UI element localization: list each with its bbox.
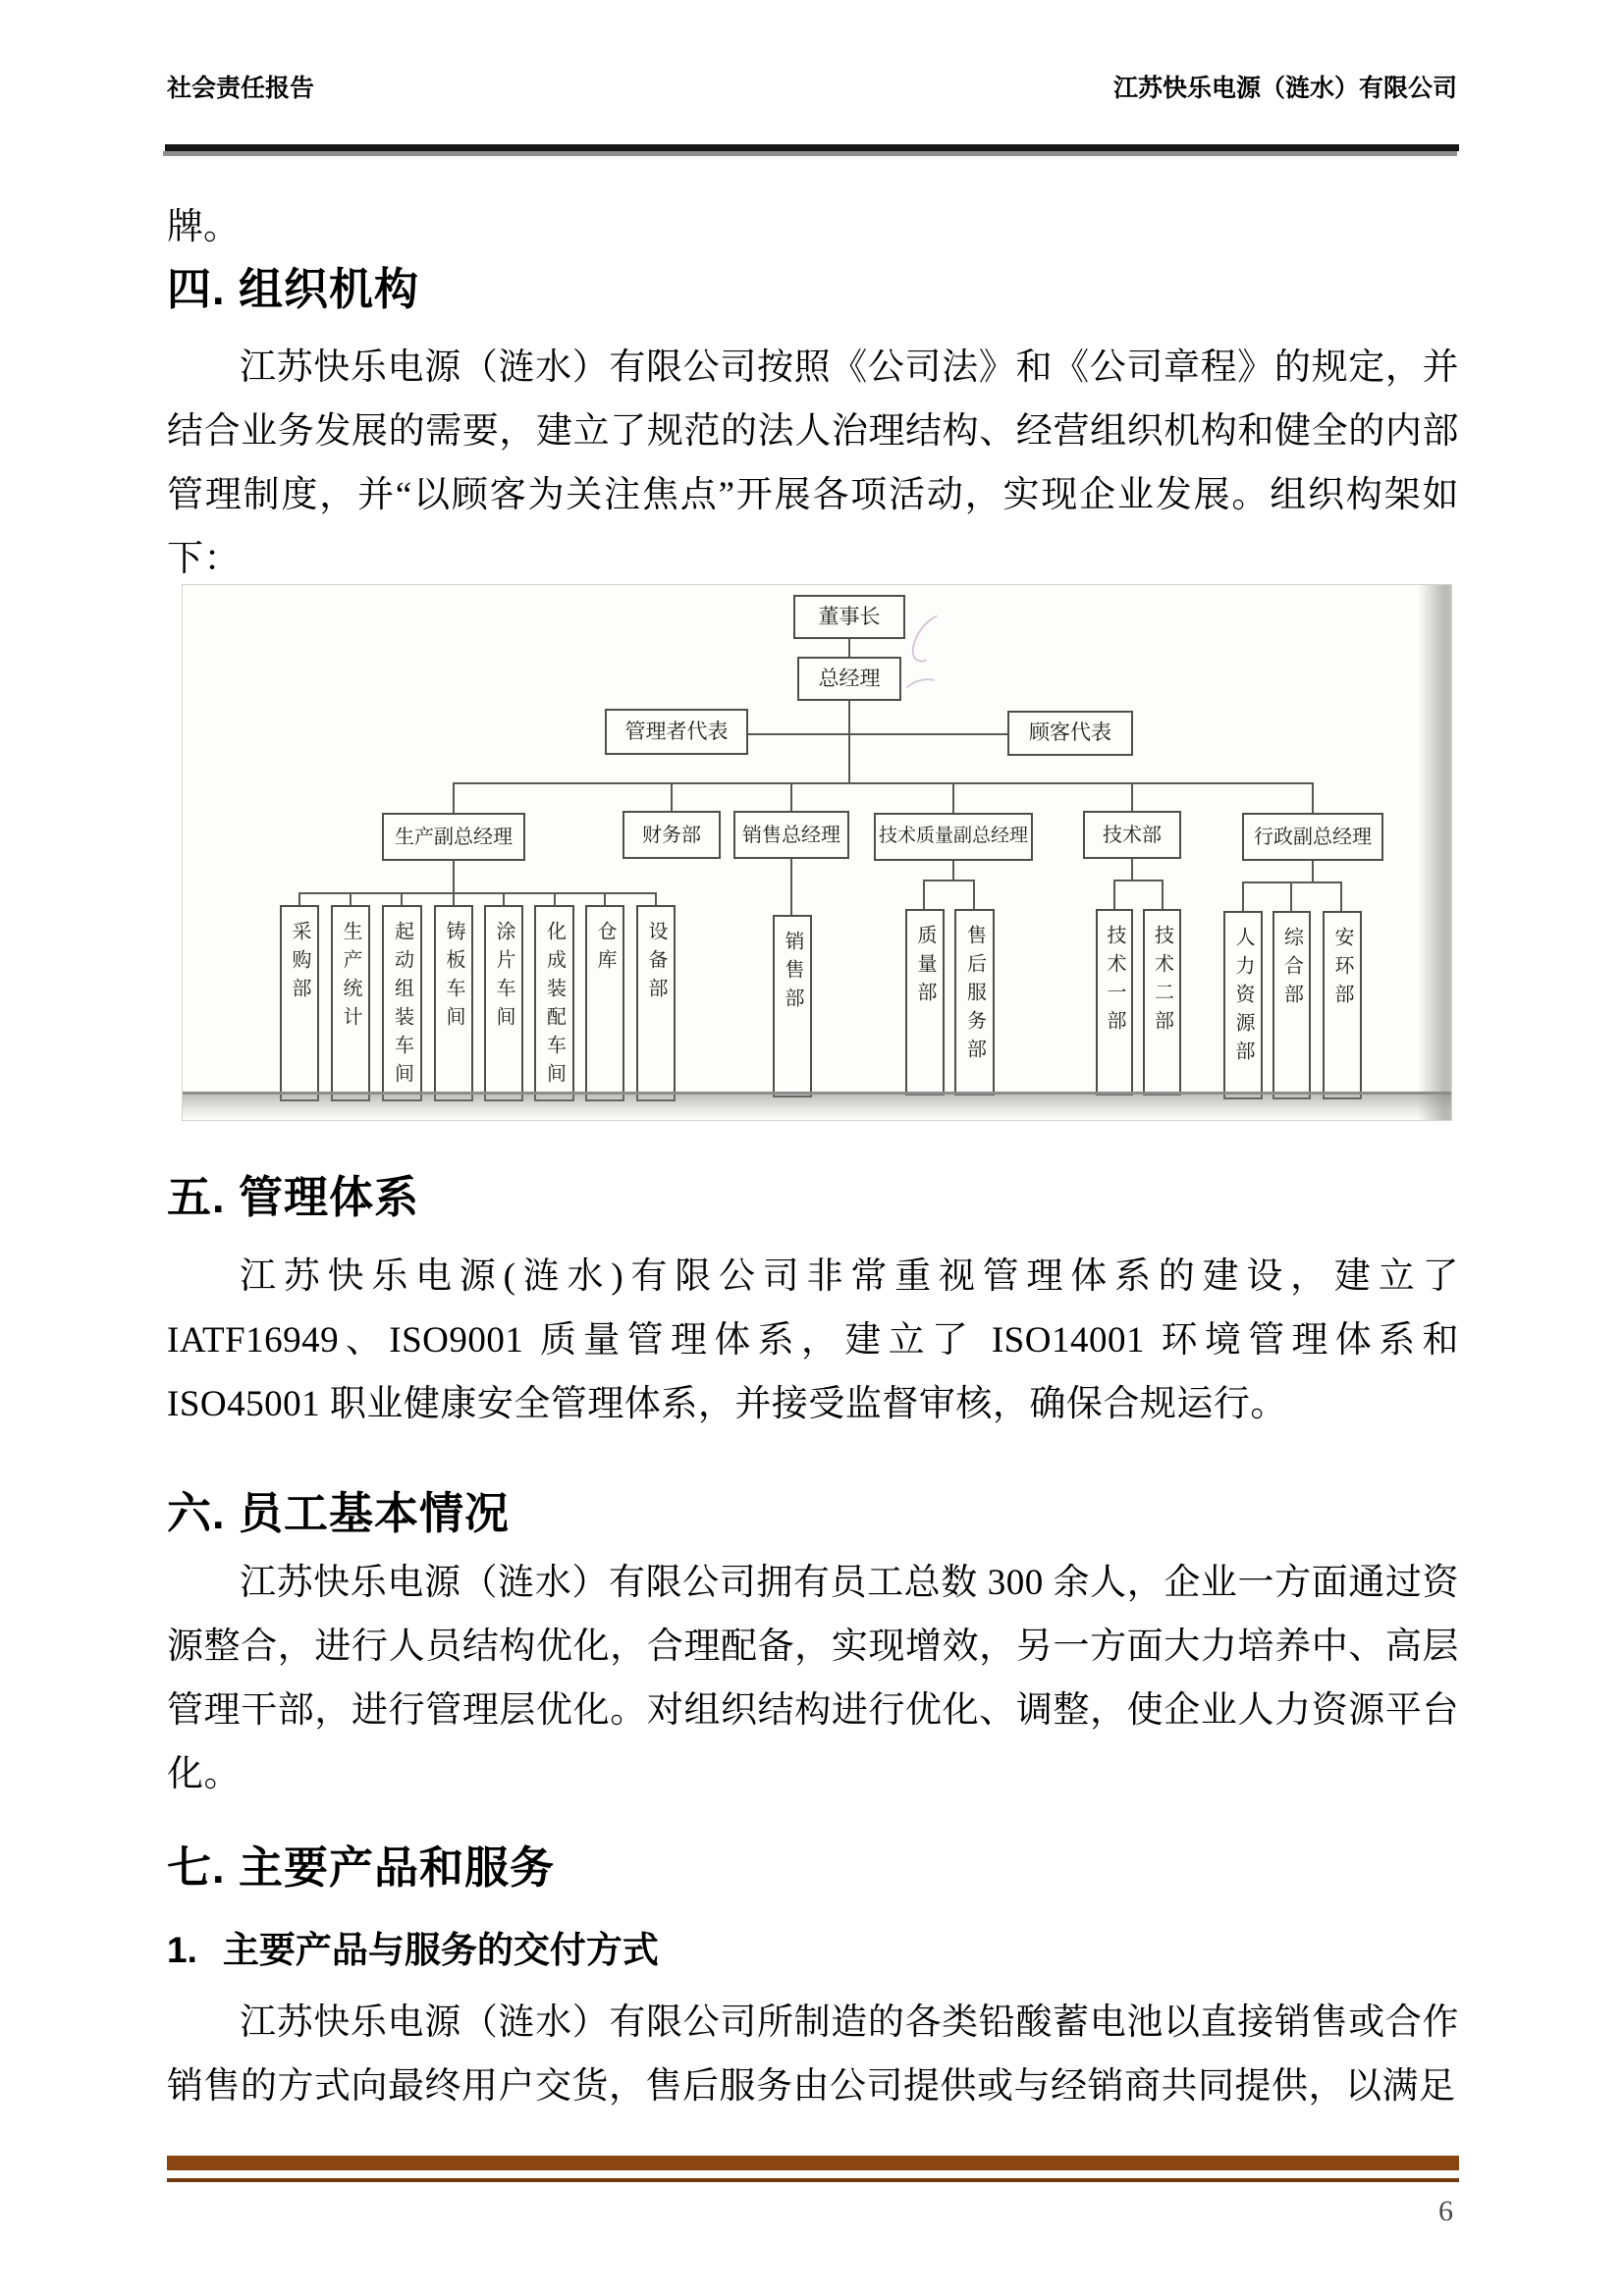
- org-node-tech-dept-1: 技术一部: [1096, 909, 1133, 1095]
- section5-title: 五. 管理体系: [167, 1172, 420, 1222]
- connector-line: [748, 733, 1007, 735]
- org-node-quality-dept: 质量部: [905, 909, 945, 1095]
- org-node-general-affairs-dept: 综合部: [1272, 911, 1311, 1099]
- org-node-hr-dept: 人力资源部: [1223, 911, 1263, 1099]
- section6-title: 六. 员工基本情况: [167, 1488, 511, 1538]
- org-node-safety-env-dept: 安环部: [1323, 911, 1362, 1099]
- section5-paragraph: 江苏快乐电源(涟水)有限公司非常重视管理体系的建设，建立了 IATF16949、ISO9001 质量管理体系，建立了 ISO14001 环境管理体系和 ISO45001 职业健康安全管理体系，并接受监督审核，确保合规运行。: [167, 1256, 1459, 1424]
- leading-text: 牌。: [167, 207, 240, 247]
- connector-line: [923, 881, 925, 909]
- connector-line: [1242, 883, 1244, 911]
- org-node-formation-assembly-workshop: 化成装配车间: [534, 905, 574, 1101]
- org-node-admin-vp: 行政副总经理: [1242, 813, 1383, 861]
- section4-paragraph: 江苏快乐电源（涟水）有限公司按照《公司法》和《公司章程》的规定，并结合业务发展的需要，建立了规范的法人治理结构、经营组织机构和健全的内部管理制度，并“以顾客为关注焦点”开展各项活动，实现企业发展。组织构架如下：: [167, 347, 1459, 579]
- footer-rule-thick: [167, 2156, 1459, 2170]
- org-node-plate-casting-workshop: 铸板车间: [434, 905, 473, 1101]
- connector-line: [1242, 881, 1342, 883]
- connector-line: [1131, 784, 1133, 811]
- org-node-finance-dept: 财务部: [623, 811, 721, 859]
- header-right-title: 江苏快乐电源（涟水）有限公司: [1112, 75, 1457, 102]
- connector-line: [973, 881, 975, 909]
- connector-line: [554, 894, 556, 905]
- org-node-purchasing-dept: 采购部: [280, 905, 319, 1101]
- org-node-tech-quality-vp: 技术质量副总经理: [874, 813, 1033, 861]
- connector-line: [503, 894, 505, 905]
- connector-line: [298, 894, 300, 905]
- connector-line: [453, 861, 455, 893]
- connector-line: [453, 894, 455, 905]
- page-number: 6: [1438, 2195, 1453, 2227]
- org-node-customer-rep: 顾客代表: [1007, 711, 1133, 756]
- scan-artifact: [901, 674, 943, 703]
- connector-line: [401, 894, 403, 905]
- section4-title: 四. 组织机构: [167, 264, 420, 314]
- connector-line: [790, 784, 792, 811]
- org-node-chairman: 董事长: [793, 595, 905, 639]
- org-node-tech-dept-2: 技术二部: [1143, 909, 1181, 1095]
- org-node-warehouse: 仓库: [585, 905, 624, 1101]
- connector-line: [350, 894, 352, 905]
- org-node-after-sales-dept: 售后服务部: [954, 909, 995, 1095]
- connector-line: [655, 894, 657, 905]
- subheading-number: 1.: [167, 1930, 197, 1970]
- org-node-pasting-workshop: 涂片车间: [484, 905, 523, 1101]
- org-node-general-manager: 总经理: [797, 657, 901, 701]
- org-node-starter-assembly-workshop: 起动组装车间: [382, 905, 422, 1101]
- org-node-production-vp: 生产副总经理: [382, 813, 525, 861]
- connector-line: [1113, 881, 1115, 909]
- org-node-sales-dept: 销售部: [773, 915, 812, 1097]
- header-rule-shadow: [163, 151, 1457, 156]
- section6-paragraph: 江苏快乐电源（涟水）有限公司拥有员工总数 300 余人，企业一方面通过资源整合，进行人员结构优化，合理配备，实现增效，另一方面大力培养中、高层管理干部，进行管理层优化。对组织结构进行优化、调整，使企业人力资源平台化。: [167, 1563, 1459, 1794]
- org-node-management-rep: 管理者代表: [605, 709, 748, 755]
- org-node-production-stats: 生产统计: [331, 905, 370, 1101]
- connector-line: [790, 859, 792, 915]
- connector-line: [671, 784, 673, 811]
- connector-line: [848, 639, 850, 657]
- connector-line: [952, 784, 954, 813]
- connector-line: [952, 861, 954, 881]
- scan-artifact: [904, 607, 960, 668]
- org-chart-figure: [182, 584, 1452, 1121]
- org-node-equipment-dept: 设备部: [636, 905, 676, 1101]
- connector-line: [1113, 880, 1164, 881]
- connector-line: [1340, 883, 1342, 911]
- connector-line: [1312, 861, 1314, 882]
- org-node-sales-gm: 销售总经理: [733, 811, 849, 859]
- section7-paragraph: 江苏快乐电源（涟水）有限公司所制造的各类铅酸蓄电池以直接销售或合作销售的方式向最终用户交货，售后服务由公司提供或与经销商共同提供，以满足: [167, 2002, 1459, 2107]
- org-node-tech-dept: 技术部: [1083, 811, 1181, 859]
- connector-line: [923, 880, 975, 881]
- scan-shadow-right: [1418, 585, 1451, 1120]
- connector-line: [1312, 784, 1314, 813]
- connector-line: [848, 735, 850, 784]
- header-rule: [165, 144, 1459, 151]
- section7-title: 七. 主要产品和服务: [167, 1842, 556, 1893]
- connector-line: [1131, 859, 1133, 881]
- subheading-text: 主要产品与服务的交付方式: [222, 1930, 659, 1970]
- header-left-title: 社会责任报告: [167, 75, 315, 102]
- connector-line: [453, 782, 1314, 784]
- connector-line: [1162, 881, 1164, 909]
- connector-line: [848, 701, 850, 735]
- connector-line: [1290, 883, 1292, 911]
- connector-line: [604, 894, 606, 905]
- footer-rule-thin: [167, 2178, 1459, 2182]
- section7-subheading: [167, 1920, 659, 1973]
- connector-line: [453, 784, 455, 813]
